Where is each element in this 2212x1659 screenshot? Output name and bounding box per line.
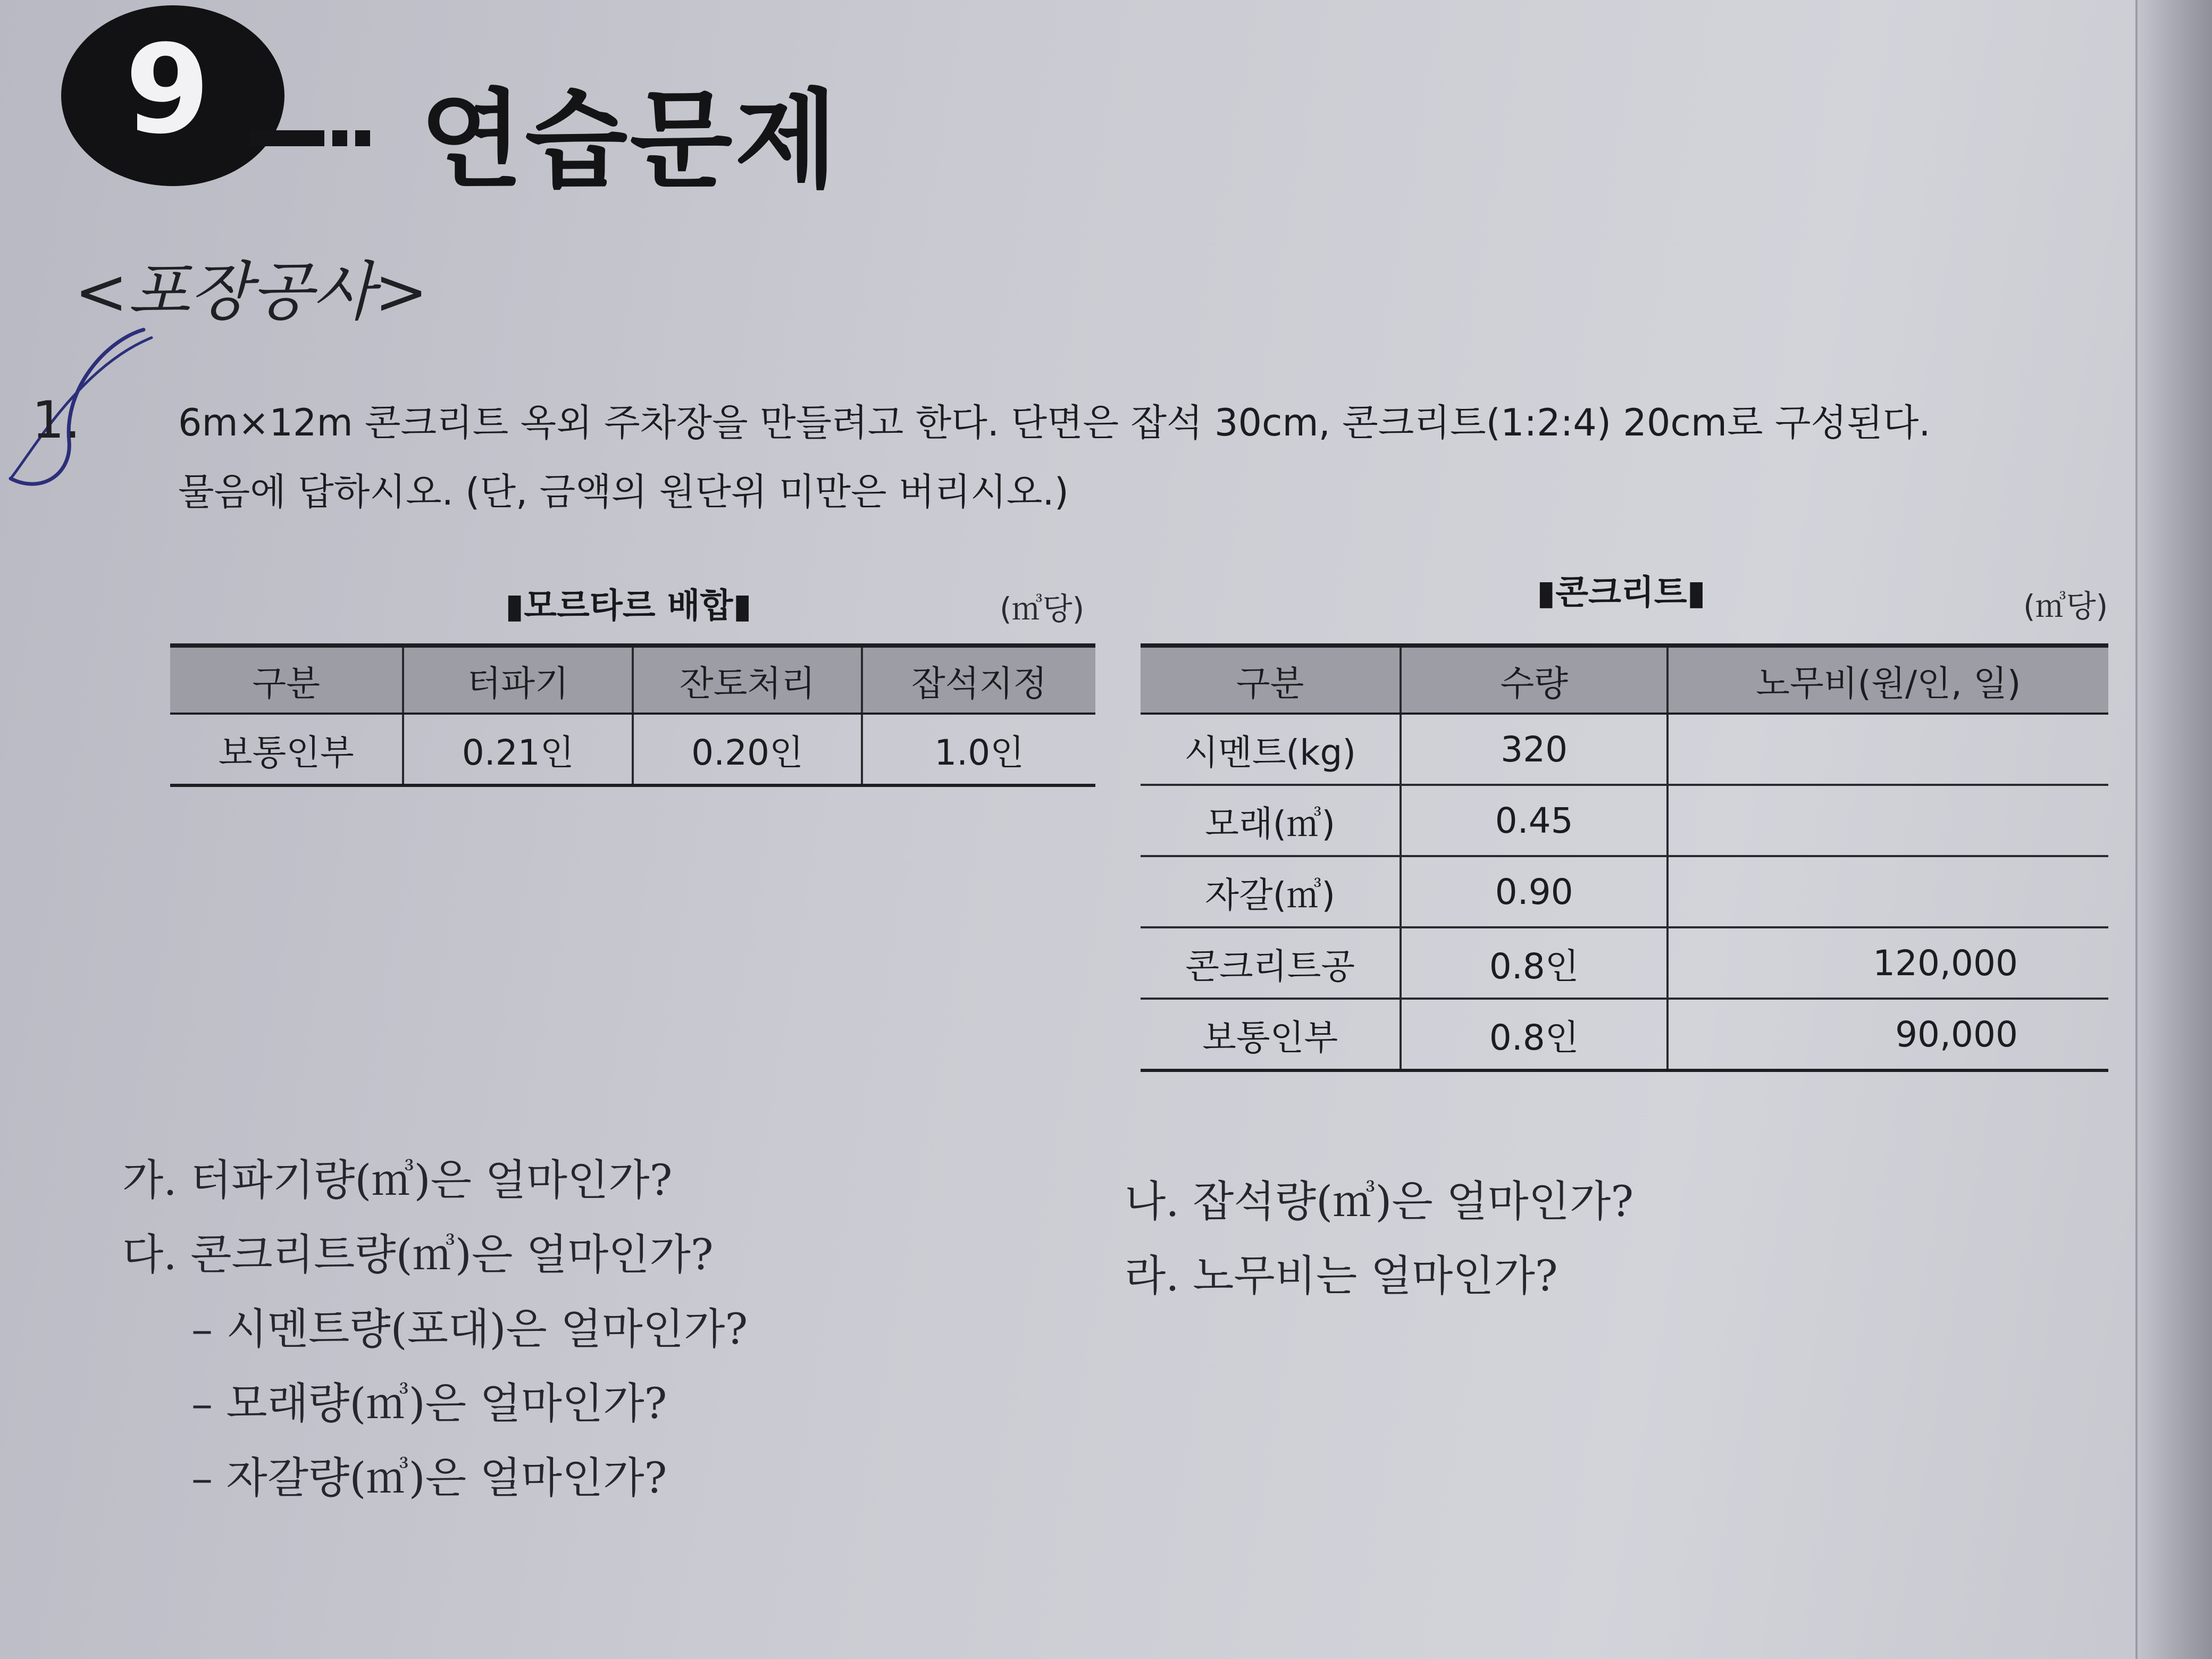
question-line-1: 6m×12m 콘크리트 옥외 주차장을 만들려고 한다. 단면은 잡석 30cm, 콘크리트(1:2:4) 20cm로 구성된다. — [178, 401, 1931, 445]
sub-question-ra: 라. 노무비는 얼마인가? — [1125, 1251, 1558, 1301]
table-cell: 120,000 — [1668, 927, 2108, 999]
table-cell: 0.8인 — [1401, 999, 1667, 1070]
table-cell: 0.90 — [1401, 856, 1667, 927]
table-header-cell: 터파기 — [403, 646, 632, 714]
table-cell — [1668, 856, 2108, 927]
sub-question-da: 다. 콘크리트량(㎥)은 얼마인가? — [122, 1230, 714, 1279]
table-header-cell: 수량 — [1401, 646, 1667, 714]
sub-question-na: 나. 잡석량(㎥)은 얼마인가? — [1125, 1177, 1634, 1226]
concrete-table-title: ▮콘크리트▮ — [1537, 573, 1706, 613]
table-row — [1141, 999, 2108, 1070]
chapter-number: 9 — [125, 19, 211, 161]
table-header-cell: 구분 — [1141, 646, 1401, 714]
chapter-dot-decoration — [355, 130, 370, 146]
sub-question-gravel: – 자갈량(㎥)은 얼마인가? — [191, 1453, 667, 1503]
table-cell: 보통인부 — [1141, 999, 1401, 1070]
table-row — [1141, 927, 2108, 999]
question-line-2: 물음에 답하시오. (단, 금액의 원단위 미만은 버리시오.) — [178, 470, 1069, 514]
handwritten-note: <포장공사> — [74, 255, 428, 329]
table-cell: 1.0인 — [862, 714, 1095, 785]
concrete-table — [1141, 643, 2108, 1072]
table-header-row — [1141, 646, 2108, 714]
table-cell: 보통인부 — [170, 714, 403, 785]
table-row — [1141, 856, 2108, 927]
table-cell: 시멘트(kg) — [1141, 714, 1401, 785]
mortar-table — [170, 643, 1095, 787]
page-binding-edge — [2135, 0, 2212, 1659]
question-text — [178, 388, 2114, 526]
sub-question-sand: – 모래량(㎥)은 얼마인가? — [191, 1379, 667, 1428]
table-cell: 자갈(㎥) — [1141, 856, 1401, 927]
table-cell: 모래(㎥) — [1141, 785, 1401, 856]
page-title: 연습문제 — [420, 79, 840, 203]
table-row — [1141, 714, 2108, 785]
mortar-table-unit: (㎥당) — [1000, 591, 1085, 627]
chapter-bar-decoration — [250, 130, 324, 146]
table-header-cell: 잡석지정 — [862, 646, 1095, 714]
table-header-cell: 노무비(원/인, 일) — [1668, 646, 2108, 714]
sub-question-ga: 가. 터파기량(㎥)은 얼마인가? — [122, 1155, 673, 1205]
table-cell: 0.45 — [1401, 785, 1667, 856]
table-header-row — [170, 646, 1095, 714]
table-header-cell: 구분 — [170, 646, 403, 714]
question-number: 1. — [32, 390, 81, 450]
table-cell: 0.21인 — [403, 714, 632, 785]
table-cell — [1668, 714, 2108, 785]
chapter-dot-decoration — [332, 130, 347, 146]
table-cell: 0.8인 — [1401, 927, 1667, 999]
sub-question-cement: – 시멘트량(포대)은 얼마인가? — [191, 1304, 748, 1354]
table-cell: 90,000 — [1668, 999, 2108, 1070]
table-header-cell: 잔토처리 — [633, 646, 862, 714]
table-cell: 320 — [1401, 714, 1667, 785]
table-row — [1141, 785, 2108, 856]
concrete-table-unit: (㎥당) — [2023, 588, 2108, 624]
table-row — [170, 714, 1095, 785]
table-cell — [1668, 785, 2108, 856]
table-cell: 콘크리트공 — [1141, 927, 1401, 999]
mortar-table-title: ▮모르타르 배합▮ — [505, 586, 752, 626]
table-cell: 0.20인 — [633, 714, 862, 785]
